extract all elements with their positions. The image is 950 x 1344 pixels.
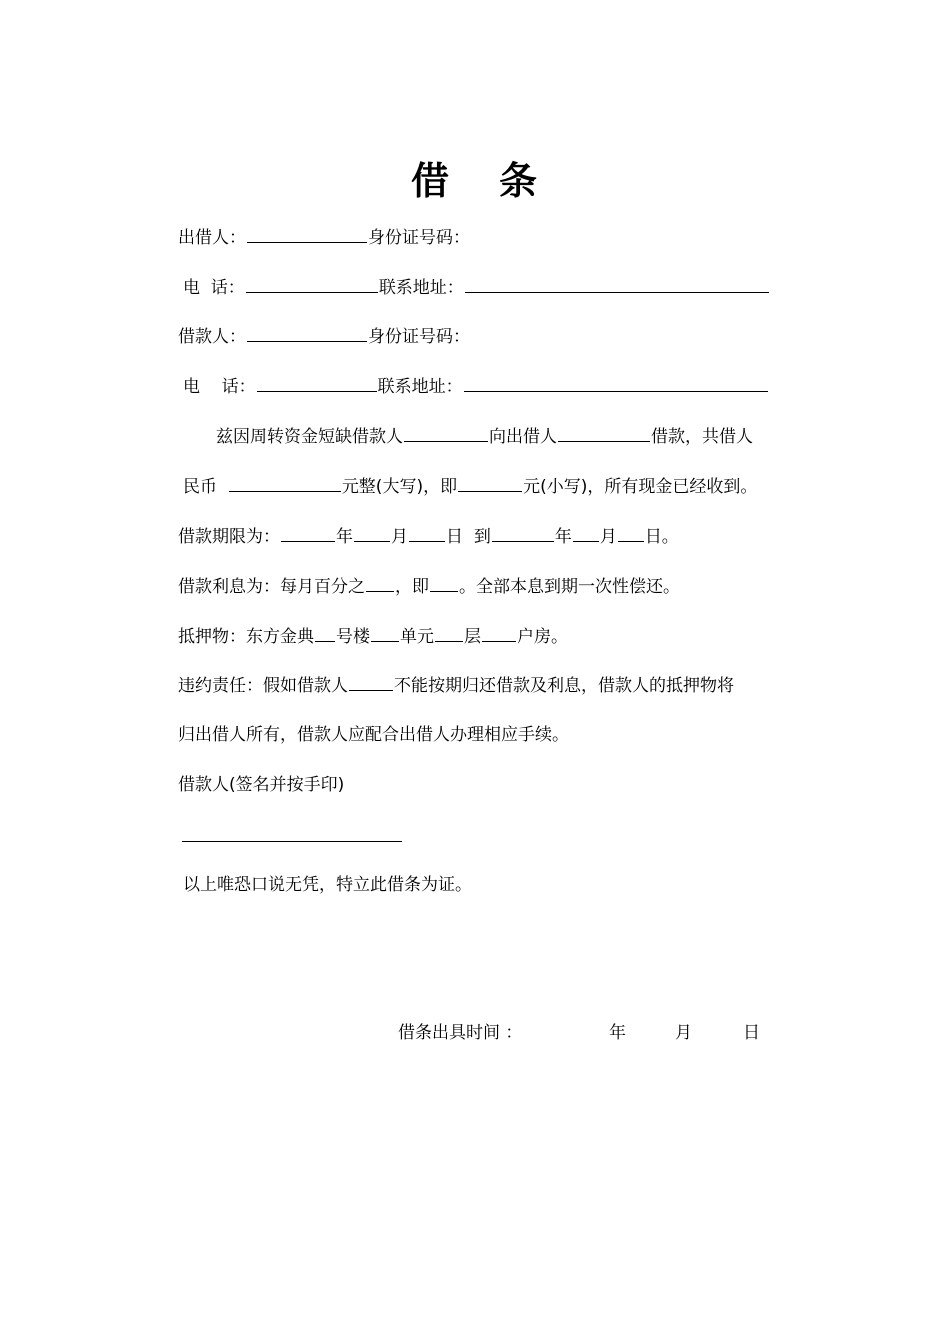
end-month-label: 月 — [599, 527, 617, 547]
interest-text-a: 借款利息为：每月百分之 — [178, 577, 365, 597]
start-month-label: 月 — [391, 527, 408, 547]
borrower-phone-label: 电 话： — [183, 377, 256, 397]
start-day-blank[interactable] — [409, 525, 445, 542]
borrower-name-blank[interactable] — [247, 325, 367, 342]
lender-phone-label: 电 话： — [183, 278, 245, 298]
borrower-blank[interactable] — [404, 425, 488, 442]
purpose-text-a: 兹因周转资金短缺借款人 — [216, 427, 403, 447]
lender-line — [178, 226, 470, 249]
lender-label: 出借人： — [178, 228, 246, 248]
lender-contact-line — [183, 276, 770, 299]
breach-borrower-blank[interactable] — [349, 674, 393, 691]
unit-blank[interactable] — [371, 625, 399, 642]
interest-rate-blank[interactable] — [366, 575, 394, 592]
breach-line-2 — [178, 724, 569, 746]
interest-text-c: 。全部本息到期一次性偿还。 — [459, 577, 680, 597]
lender-address-blank[interactable] — [465, 276, 769, 293]
amount-lowercase-blank[interactable] — [458, 475, 522, 492]
borrower-address-blank[interactable] — [464, 375, 768, 392]
lender-phone-blank[interactable] — [246, 276, 378, 293]
issue-year-label: 年 — [609, 1023, 626, 1043]
amount-line — [183, 475, 757, 498]
end-day-blank[interactable] — [618, 525, 644, 542]
borrower-label: 借款人： — [178, 327, 246, 347]
borrower-contact-line — [183, 375, 769, 398]
signature-label-line — [178, 774, 344, 796]
amount-text-a: 民币 — [183, 477, 217, 497]
collateral-line — [178, 625, 568, 648]
term-label: 借款期限为： — [178, 527, 280, 547]
breach-text-b: 不能按期归还借款及利息，借款人的抵押物将 — [394, 676, 734, 696]
to-label: 到 — [473, 527, 491, 547]
document-title — [0, 150, 950, 205]
loan-purpose-line — [216, 425, 753, 448]
borrower-id-label: 身份证号码： — [368, 327, 470, 347]
interest-line — [178, 575, 680, 598]
lender-name-blank[interactable] — [247, 226, 367, 243]
end-year-label: 年 — [554, 527, 572, 547]
lender-id-label: 身份证号码： — [368, 228, 470, 248]
term-line — [178, 525, 679, 548]
lender-address-label: 联系地址： — [378, 278, 464, 298]
title-char-2: 条 — [499, 159, 540, 203]
end-month-blank[interactable] — [573, 525, 599, 542]
floor-blank[interactable] — [435, 625, 463, 642]
closing-line — [183, 874, 472, 896]
room-blank[interactable] — [482, 625, 516, 642]
start-day-label: 日 — [446, 527, 463, 547]
amount-text-b: 元整(大写)，即 — [341, 477, 458, 497]
start-year-label: 年 — [336, 527, 353, 547]
issue-day-label: 日 — [743, 1023, 760, 1043]
title-char-1: 借 — [410, 159, 451, 203]
collateral-text-c: 单元 — [400, 627, 434, 647]
end-year-blank[interactable] — [492, 525, 554, 542]
amount-text-c: 元(小写)，所有现金已经收到。 — [523, 477, 758, 497]
borrower-line — [178, 325, 470, 348]
closing-text: 以上唯恐口说无凭，特立此借条为证。 — [183, 875, 472, 895]
purpose-text-c: 借款，共借人 — [651, 427, 753, 447]
breach-text-a: 违约责任：假如借款人 — [178, 676, 348, 696]
borrower-phone-blank[interactable] — [257, 375, 377, 392]
collateral-text-b: 号楼 — [336, 627, 370, 647]
end-day-label: 日。 — [644, 527, 679, 547]
purpose-text-b: 向出借人 — [489, 427, 557, 447]
collateral-text-e: 户房。 — [517, 627, 568, 647]
start-year-blank[interactable] — [281, 525, 335, 542]
interest-text-b: ，即 — [395, 577, 429, 597]
collateral-text-d: 层 — [464, 627, 481, 647]
interest-amount-blank[interactable] — [430, 575, 458, 592]
start-month-blank[interactable] — [354, 525, 390, 542]
borrower-address-label: 联系地址： — [377, 377, 463, 397]
collateral-text-a: 抵押物：东方金典 — [178, 627, 314, 647]
signature-label: 借款人(签名并按手印) — [178, 775, 345, 795]
amount-uppercase-blank[interactable] — [229, 475, 341, 492]
signature-blank[interactable] — [182, 841, 402, 842]
building-blank[interactable] — [315, 625, 335, 642]
breach-text-c: 归出借人所有，借款人应配合出借人办理相应手续。 — [178, 725, 569, 745]
breach-line — [178, 674, 734, 697]
lender-blank[interactable] — [558, 425, 650, 442]
issue-month-label: 月 — [675, 1023, 692, 1043]
issue-date-label: 借条出具时间 ： — [398, 1023, 523, 1043]
